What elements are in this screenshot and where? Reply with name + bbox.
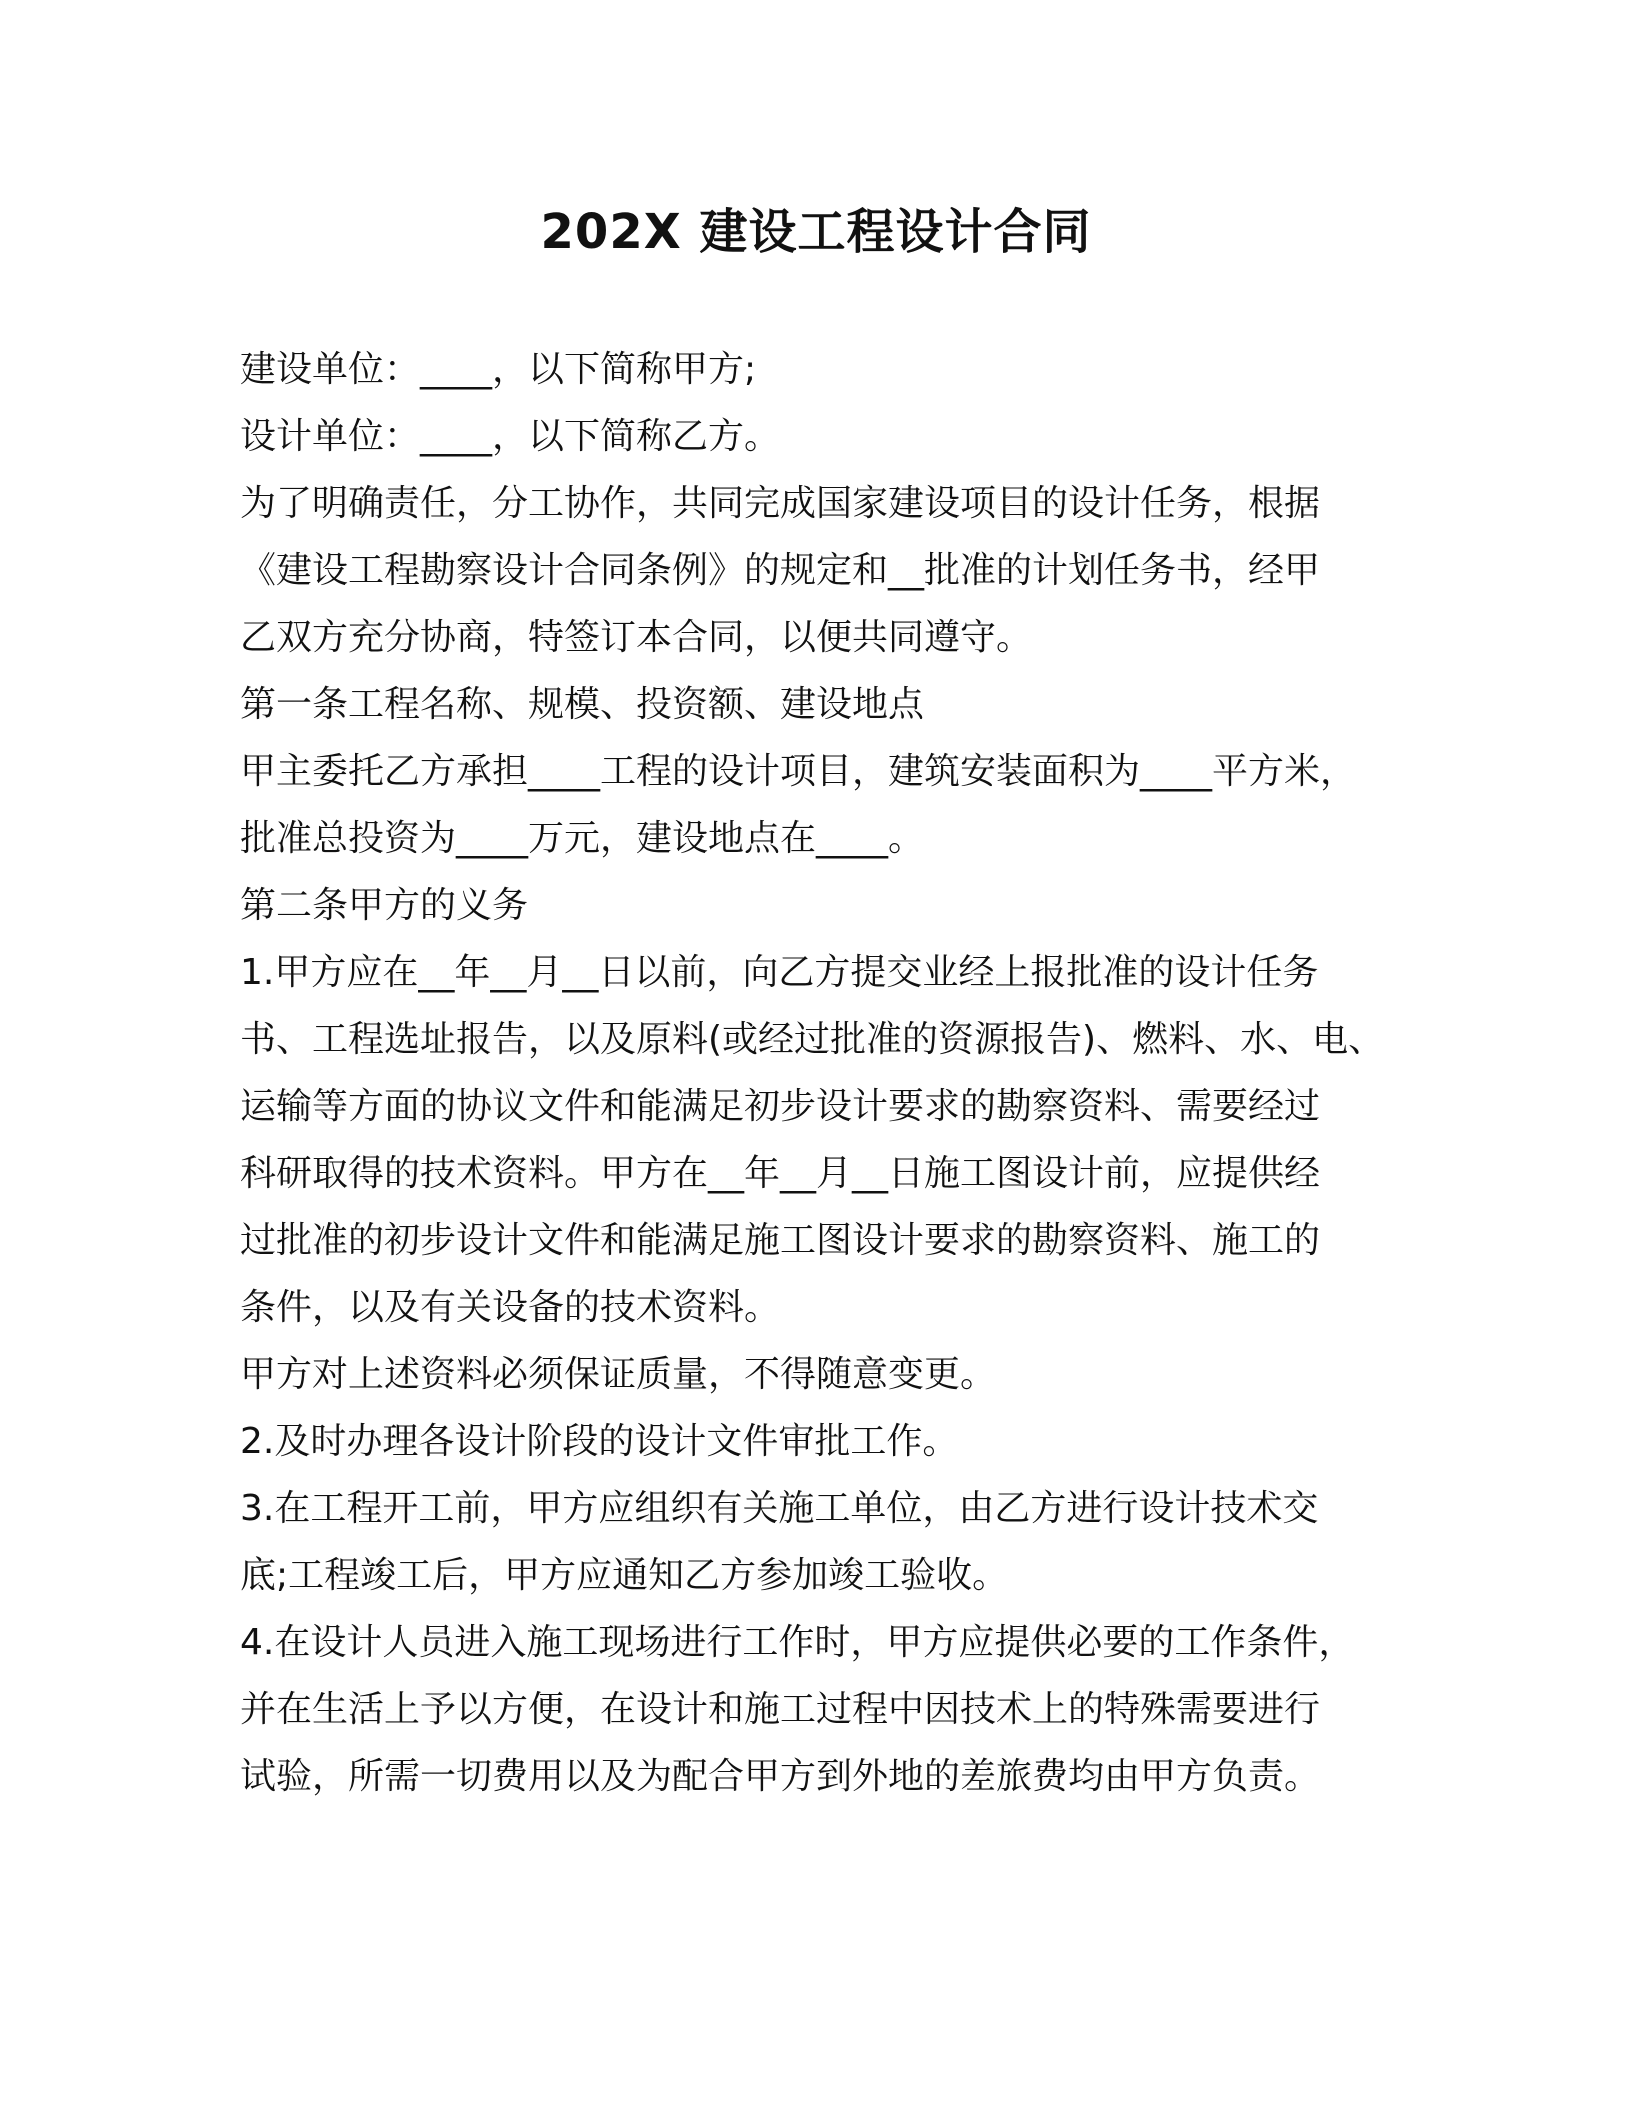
text-line: 并在生活上予以方便，在设计和施工过程中因技术上的特殊需要进行 [240, 1689, 1321, 1730]
text-line: 试验，所需一切费用以及为配合甲方到外地的差旅费均由甲方负责。 [240, 1756, 1321, 1797]
text-line: 建设单位：____，以下简称甲方; [240, 349, 757, 390]
document-body [240, 336, 1420, 1810]
section-heading: 第二条甲方的义务 [240, 885, 529, 926]
text-line: 书、工程选址报告，以及原料(或经过批准的资源报告)、燃料、水、电、 [240, 1019, 1385, 1060]
text-line: 乙双方充分协商，特签订本合同，以便共同遵守。 [240, 617, 1033, 658]
text-line: 批准总投资为____万元，建设地点在____。 [240, 818, 925, 859]
text-line: 1.甲方应在__年__月__日以前，向乙方提交业经上报批准的设计任务 [240, 952, 1319, 993]
text-line: 为了明确责任，分工协作，共同完成国家建设项目的设计任务，根据 [240, 483, 1321, 524]
text-line: 4.在设计人员进入施工现场进行工作时，甲方应提供必要的工作条件， [240, 1622, 1355, 1663]
text-line: 底;工程竣工后，甲方应通知乙方参加竣工验收。 [240, 1555, 1009, 1596]
text-line: 3.在工程开工前，甲方应组织有关施工单位，由乙方进行设计技术交 [240, 1488, 1319, 1529]
text-line: 2.及时办理各设计阶段的设计文件审批工作。 [240, 1421, 959, 1462]
text-line: 过批准的初步设计文件和能满足施工图设计要求的勘察资料、施工的 [240, 1220, 1321, 1261]
text-line: 条件，以及有关设备的技术资料。 [240, 1287, 781, 1328]
section-heading: 第一条工程名称、规模、投资额、建设地点 [240, 684, 925, 725]
text-line: 科研取得的技术资料。甲方在__年__月__日施工图设计前，应提供经 [240, 1153, 1321, 1194]
text-line: 甲主委托乙方承担____工程的设计项目，建筑安装面积为____平方米， [240, 751, 1357, 792]
text-line: 《建设工程勘察设计合同条例》的规定和__批准的计划任务书，经甲 [240, 550, 1321, 591]
document-title: 202X 建设工程设计合同 [540, 204, 1092, 260]
text-line: 甲方对上述资料必须保证质量，不得随意变更。 [240, 1354, 997, 1395]
text-line: 运输等方面的协议文件和能满足初步设计要求的勘察资料、需要经过 [240, 1086, 1321, 1127]
text-line: 设计单位：____，以下简称乙方。 [240, 416, 781, 457]
